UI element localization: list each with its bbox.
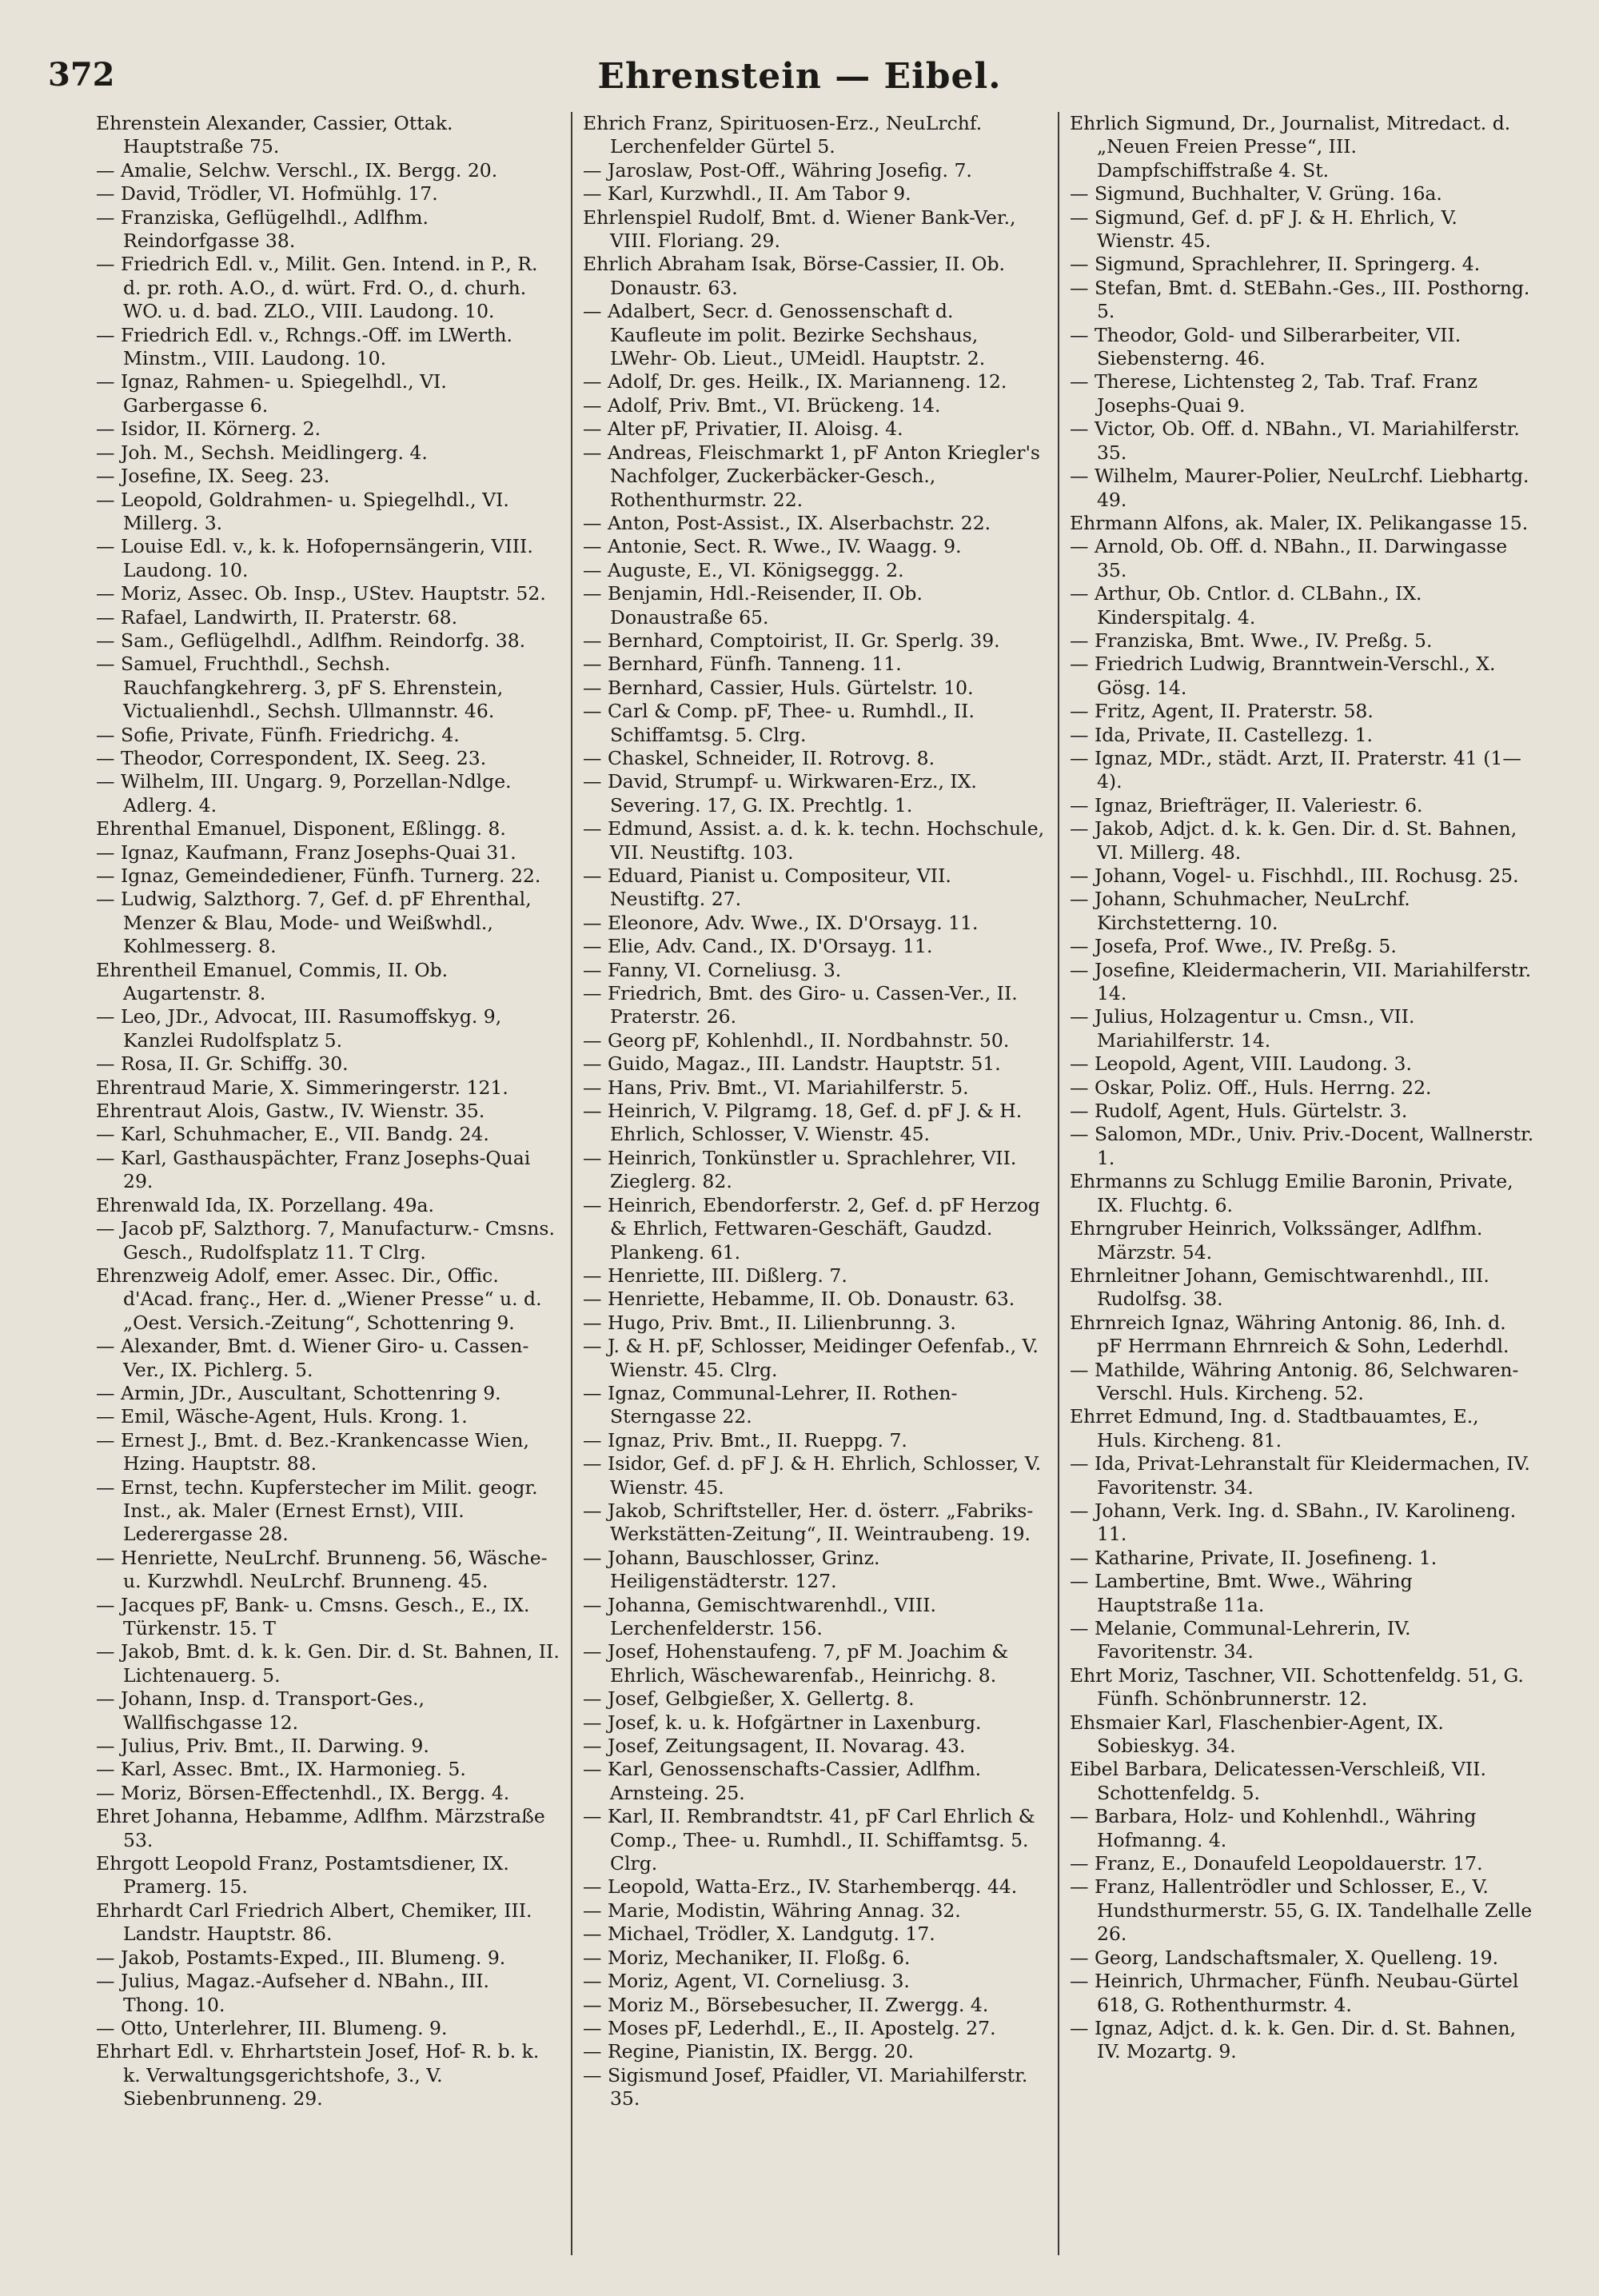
directory-entry: — Franz, Hallentrödler und Schlosser, E., V. Hundsthurmerstr. 55, G. IX. Tandelhalle Zelle 26. — [1069, 1875, 1533, 1946]
directory-entry: — Louise Edl. v., k. k. Hofopernsängerin, VIII. Laudong. 10. — [96, 535, 533, 581]
directory-entry: — Otto, Unterlehrer, III. Blumeng. 9. — [96, 2016, 448, 2039]
directory-entry: — David, Strumpf- u. Wirkwaren-Erz., IX. Severing. 17, G. IX. Prechtlg. 1. — [582, 770, 977, 817]
directory-entry: — Moriz, Agent, VI. Corneliusg. 3. — [582, 1970, 910, 1993]
directory-entry: — Salomon, MDr., Univ. Priv.-Docent, Wallnerstr. 1. — [1069, 1123, 1534, 1169]
directory-entry: — Stefan, Bmt. d. StEBahn.-Ges., III. Posthorng. 5. — [1069, 276, 1530, 323]
directory-entry: — Josefa, Prof. Wwe., IV. Preßg. 5. — [1069, 935, 1397, 958]
directory-entry: — Samuel, Fruchthdl., Sechsh. Rauchfangkehrerg. 3, pF S. Ehrenstein, Victualienhdl., Sechsh. Ullmannstr. 46. — [96, 653, 504, 723]
directory-entry: — Friedrich Ludwig, Branntwein-Verschl., X. Gösg. 14. — [1069, 653, 1496, 699]
directory-entry: Ehrgott Leopold Franz, Postamtsdiener, IX. Pramerg. 15. — [96, 1852, 509, 1899]
directory-entry: — Rafael, Landwirth, II. Praterstr. 68. — [96, 605, 458, 629]
directory-entry: — Eleonore, Adv. Wwe., IX. D'Orsayg. 11. — [582, 911, 979, 934]
directory-entry: — Amalie, Selchw. Verschl., IX. Bergg. 20. — [96, 158, 498, 182]
directory-entry: — Jaroslaw, Post-Off., Währing Josefig. 7. — [582, 158, 972, 182]
directory-entry: — Isidor, Gef. d. pF J. & H. Ehrlich, Schlosser, V. Wienstr. 45. — [582, 1452, 1042, 1499]
directory-entry: — Theodor, Gold- und Silberarbeiter, VII. Siebensterng. 46. — [1069, 323, 1461, 370]
directory-entry: — Regine, Pianistin, IX. Bergg. 20. — [582, 2040, 914, 2063]
directory-entry: — Moriz, Börsen-Effectenhdl., IX. Bergg. 4. — [96, 1781, 510, 1804]
directory-entry: — Melanie, Communal-Lehrerin, IV. Favoritenstr. 34. — [1069, 1617, 1411, 1663]
directory-entry: — Wilhelm, Maurer-Polier, NeuLrchf. Liebhartg. 49. — [1069, 465, 1529, 511]
directory-entry: — Ernst, techn. Kupferstecher im Milit. geogr. Inst., ak. Maler (Ernest Ernst), VIII. Lederergasse 28. — [96, 1475, 538, 1546]
directory-entry: — Leopold, Goldrahmen- u. Spiegelhdl., VI. Millerg. 3. — [96, 488, 509, 534]
directory-entry: — Franz, E., Donaufeld Leopoldauerstr. 17. — [1069, 1852, 1483, 1875]
directory-entry: — Heinrich, Tonkünstler u. Sprachlehrer, VII. Zieglerg. 82. — [582, 1146, 1017, 1193]
directory-entry: — Georg pF, Kohlenhdl., II. Nordbahnstr. 50. — [582, 1028, 1010, 1052]
directory-entry: — Henriette, Hebamme, II. Ob. Donaustr. 63. — [582, 1288, 1015, 1311]
directory-entry: — Arnold, Ob. Off. d. NBahn., II. Darwingasse 35. — [1069, 535, 1508, 581]
directory-entry: — Jakob, Postamts-Exped., III. Blumeng. 9. — [96, 1946, 506, 1969]
directory-entry: — Sigismund Josef, Pfaidler, VI. Mariahilferstr. 35. — [582, 2063, 1028, 2110]
directory-entry: — Bernhard, Cassier, Huls. Gürtelstr. 10. — [582, 676, 974, 699]
column-rule — [1058, 112, 1059, 2255]
directory-entry: — Friedrich, Bmt. des Giro- u. Cassen-Ver., II. Praterstr. 26. — [582, 982, 1018, 1028]
directory-entry: — Sigmund, Buchhalter, V. Grüng. 16a. — [1069, 182, 1442, 206]
directory-entry: — Josef, Gelbgießer, X. Gellertg. 8. — [582, 1687, 915, 1711]
directory-entry: — Sofie, Private, Fünfh. Friedrichg. 4. — [96, 723, 460, 746]
directory-entry: — Franziska, Geflügelhdl., Adlfhm. Reindorfgasse 38. — [96, 206, 429, 253]
directory-entry: — Moriz, Mechaniker, II. Floßg. 6. — [582, 1946, 911, 1969]
directory-entry: — Michael, Trödler, X. Landgutg. 17. — [582, 1923, 935, 1946]
directory-entry: — Anton, Post-Assist., IX. Alserbachstr. 22. — [582, 511, 991, 534]
directory-entry: — Lambertine, Bmt. Wwe., Währing Hauptstraße 11a. — [1069, 1570, 1413, 1616]
directory-entry: Ehrngruber Heinrich, Volkssänger, Adlfhm. Märzstr. 54. — [1069, 1217, 1483, 1264]
directory-entry: — Ignaz, Adjct. d. k. k. Gen. Dir. d. St. Bahnen, IV. Mozartg. 9. — [1069, 2016, 1517, 2063]
directory-entry: — Ernest J., Bmt. d. Bez.-Krankencasse Wien, Hzing. Hauptstr. 88. — [96, 1428, 529, 1475]
directory-entry: — Barbara, Holz- und Kohlenhdl., Währing Hofmanng. 4. — [1069, 1805, 1477, 1851]
directory-entry: — Theodor, Correspondent, IX. Seeg. 23. — [96, 746, 487, 769]
directory-entry: — Jacob pF, Salzthorg. 7, Manufacturw.- Cmsns. Gesch., Rudolfsplatz 11. T Clrg. — [96, 1217, 555, 1264]
directory-entry: — Sigmund, Sprachlehrer, II. Springerg. 4. — [1069, 253, 1481, 276]
directory-entry: — J. & H. pF, Schlosser, Meidinger Oefenfab., V. Wienstr. 45. Clrg. — [582, 1335, 1039, 1381]
directory-entry: — Johann, Insp. d. Transport-Ges., Wallfischgasse 12. — [96, 1687, 425, 1734]
directory-entry: Ehrenthal Emanuel, Disponent, Eßlingg. 8. — [96, 817, 506, 841]
directory-entry: — Bernhard, Comptoirist, II. Gr. Sperlg. 39. — [582, 629, 1000, 652]
directory-entry: — Emil, Wäsche-Agent, Huls. Krong. 1. — [96, 1405, 468, 1428]
directory-entry: — Karl, Genossenschafts-Cassier, Adlfhm. Arnsteing. 25. — [582, 1758, 982, 1804]
directory-entry: — Adolf, Dr. ges. Heilk., IX. Marianneng. 12. — [582, 370, 1007, 393]
directory-entry: — Ignaz, Priv. Bmt., II. Rueppg. 7. — [582, 1428, 907, 1451]
directory-entry: — Heinrich, Ebendorferstr. 2, Gef. d. pF Herzog & Ehrlich, Fettwaren-Geschäft, Gaudzd. Plankeng. 61. — [582, 1193, 1040, 1264]
directory-entry: — Ludwig, Salzthorg. 7, Gef. d. pF Ehrenthal, Menzer & Blau, Mode- und Weißwhdl., Kohlmesserg. 8. — [96, 888, 532, 958]
directory-entry: Ehrret Edmund, Ing. d. Stadtbauamtes, E., Huls. Kircheng. 81. — [1069, 1405, 1479, 1451]
directory-entry: — Katharine, Private, II. Josefineng. 1. — [1069, 1546, 1438, 1569]
directory-entry: — Ignaz, Briefträger, II. Valeriestr. 6. — [1069, 793, 1423, 817]
directory-entry: — Heinrich, V. Pilgramg. 18, Gef. d. pF J. & H. Ehrlich, Schlosser, V. Wienstr. 45. — [582, 1100, 1023, 1146]
column-right — [1063, 112, 1541, 2255]
directory-entry: Ehrenzweig Adolf, emer. Assec. Dir., Offic. d'Acad. franç., Her. d. „Wiener Presse“ u. d. „Oest. Versich.-Zeitung“, Schottenring 9. — [96, 1264, 542, 1334]
directory-entry: — Sigmund, Gef. d. pF J. & H. Ehrlich, V. Wienstr. 45. — [1069, 206, 1457, 253]
directory-entry: — Josefine, Kleidermacherin, VII. Mariahilferstr. 14. — [1069, 958, 1532, 1005]
directory-entry: Ehrlich Abraham Isak, Börse-Cassier, II. Ob. Donaustr. 63. — [582, 253, 1005, 299]
directory-entry: — Henriette, III. Dißlerg. 7. — [582, 1264, 847, 1287]
directory-entry: Ehrmann Alfons, ak. Maler, IX. Pelikangasse 15. — [1069, 511, 1529, 534]
directory-entry: Ehrentraud Marie, X. Simmeringerstr. 121. — [96, 1076, 508, 1099]
directory-entry: Ehsmaier Karl, Flaschenbier-Agent, IX. Sobieskyg. 34. — [1069, 1711, 1444, 1758]
directory-entry: — Therese, Lichtensteg 2, Tab. Traf. Franz Josephs-Quai 9. — [1069, 370, 1478, 417]
directory-entry: — Marie, Modistin, Währing Annag. 32. — [582, 1899, 961, 1922]
directory-entry: — Leo, JDr., Advocat, III. Rasumoffskyg. 9, Kanzlei Rudolfsplatz 5. — [96, 1005, 502, 1052]
directory-entry: — Josef, Hohenstaufeng. 7, pF M. Joachim & Ehrlich, Wäschewarenfab., Heinrichg. 8. — [582, 1640, 1009, 1687]
directory-entry: — Ida, Privat-Lehranstalt für Kleidermachen, IV. Favoritenstr. 34. — [1069, 1452, 1530, 1499]
directory-entry: — Johann, Vogel- u. Fischhdl., III. Rochusg. 25. — [1069, 864, 1519, 887]
directory-entry: — Johann, Verk. Ing. d. SBahn., IV. Karolineng. 11. — [1069, 1499, 1517, 1546]
directory-columns — [90, 112, 1541, 2255]
directory-entry: — Josef, Zeitungsagent, II. Novarag. 43. — [582, 1735, 966, 1758]
directory-entry: — Leopold, Agent, VIII. Laudong. 3. — [1069, 1052, 1412, 1076]
directory-entry: — Rosa, II. Gr. Schiffg. 30. — [96, 1052, 349, 1076]
directory-entry: — Karl, Schuhmacher, E., VII. Bandg. 24. — [96, 1123, 489, 1146]
directory-entry: — Sam., Geflügelhdl., Adlfhm. Reindorfg. 38. — [96, 629, 526, 652]
directory-entry: — Hugo, Priv. Bmt., II. Lilienbrunng. 3. — [582, 1311, 956, 1334]
directory-entry: — Isidor, II. Körnerg. 2. — [96, 417, 321, 441]
directory-entry: — Joh. M., Sechsh. Meidlingerg. 4. — [96, 441, 428, 464]
column-rule — [571, 112, 572, 2255]
directory-entry: — Oskar, Poliz. Off., Huls. Herrng. 22. — [1069, 1076, 1432, 1099]
directory-entry: Ehrhardt Carl Friedrich Albert, Chemiker, III. Landstr. Hauptstr. 86. — [96, 1899, 532, 1946]
directory-entry: — Johann, Bauschlosser, Grinz. Heiligenstädterstr. 127. — [582, 1546, 880, 1593]
directory-entry: — Karl, Kurzwhdl., II. Am Tabor 9. — [582, 182, 911, 206]
directory-entry: — Moses pF, Lederhdl., E., II. Apostelg. 27. — [582, 2016, 996, 2039]
directory-entry: — Josef, k. u. k. Hofgärtner in Laxenburg. — [582, 1711, 982, 1734]
column-left — [90, 112, 567, 2255]
directory-entry: — Henriette, NeuLrchf. Brunneng. 56, Wäsche- u. Kurzwhdl. NeuLrchf. Brunneng. 45. — [96, 1546, 548, 1593]
directory-entry: — Guido, Magaz., III. Landstr. Hauptstr. 51. — [582, 1052, 1001, 1076]
directory-entry: Ehrenwald Ida, IX. Porzellang. 49a. — [96, 1193, 435, 1216]
directory-entry: — Ignaz, Rahmen- u. Spiegelhdl., VI. Garbergasse 6. — [96, 370, 447, 417]
page-header — [48, 56, 1551, 104]
directory-entry: — Fanny, VI. Corneliusg. 3. — [582, 958, 842, 981]
directory-entry: — Jakob, Bmt. d. k. k. Gen. Dir. d. St. Bahnen, II. Lichtenauerg. 5. — [96, 1640, 560, 1687]
directory-entry: — Julius, Holzagentur u. Cmsn., VII. Mariahilferstr. 14. — [1069, 1005, 1415, 1052]
directory-entry: Ehrnreich Ignaz, Währing Antonig. 86, Inh. d. pF Herrmann Ehrnreich & Sohn, Lederhdl. — [1069, 1311, 1509, 1358]
directory-entry: — Victor, Ob. Off. d. NBahn., VI. Mariahilferstr. 35. — [1069, 417, 1520, 464]
directory-entry: Ehrnleitner Johann, Gemischtwarenhdl., III. Rudolfsg. 38. — [1069, 1264, 1489, 1311]
directory-entry: — Franziska, Bmt. Wwe., IV. Preßg. 5. — [1069, 629, 1433, 652]
directory-entry: Eibel Barbara, Delicatessen-Verschleiß, VII. Schottenfeldg. 5. — [1069, 1758, 1486, 1804]
directory-entry: — Heinrich, Uhrmacher, Fünfh. Neubau-Gürtel 618, G. Rothenthurmstr. 4. — [1069, 1970, 1519, 2016]
directory-entry: — Mathilde, Währing Antonig. 86, Selchwaren-Verschl. Huls. Kircheng. 52. — [1069, 1358, 1519, 1404]
directory-entry: — Karl, Gasthauspächter, Franz Josephs-Quai 29. — [96, 1146, 531, 1193]
directory-entry: — Edmund, Assist. a. d. k. k. techn. Hochschule, VII. Neustiftg. 103. — [582, 817, 1045, 864]
directory-entry: — Wilhelm, III. Ungarg. 9, Porzellan-Ndlge. Adlerg. 4. — [96, 770, 512, 817]
directory-entry: — Auguste, E., VI. Königseggg. 2. — [582, 558, 904, 581]
directory-entry: — Ignaz, MDr., städt. Arzt, II. Praterstr. 41 (1—4). — [1069, 746, 1521, 793]
directory-entry: — Jakob, Adjct. d. k. k. Gen. Dir. d. St. Bahnen, VI. Millerg. 48. — [1069, 817, 1517, 864]
directory-entry: — Armin, JDr., Auscultant, Schottenring 9. — [96, 1381, 501, 1404]
directory-entry: — Ida, Private, II. Castellezg. 1. — [1069, 723, 1373, 746]
directory-entry: Ehrenstein Alexander, Cassier, Ottak. Hauptstraße 75. — [96, 112, 453, 158]
directory-entry: Ehret Johanna, Hebamme, Adlfhm. Märzstraße 53. — [96, 1805, 545, 1851]
directory-entry: — Josefine, IX. Seeg. 23. — [96, 465, 330, 488]
directory-entry: — Andreas, Fleischmarkt 1, pF Anton Kriegler's Nachfolger, Zuckerbäcker-Gesch., Rothenthurmstr. 22. — [582, 441, 1040, 511]
directory-entry: — Moriz M., Börsebesucher, II. Zwergg. 4. — [582, 1993, 989, 2016]
page-title: Ehrenstein — Eibel. — [597, 56, 1002, 97]
directory-entry: — Eduard, Pianist u. Compositeur, VII. Neustiftg. 27. — [582, 864, 951, 911]
directory-entry: — Alexander, Bmt. d. Wiener Giro- u. Cassen-Ver., IX. Pichlerg. 5. — [96, 1335, 529, 1381]
directory-entry: — Julius, Priv. Bmt., II. Darwing. 9. — [96, 1735, 429, 1758]
directory-entry: — Antonie, Sect. R. Wwe., IV. Waagg. 9. — [582, 535, 962, 558]
directory-entry: Ehrt Moriz, Taschner, VII. Schottenfeldg. 51, G. Fünfh. Schönbrunnerstr. 12. — [1069, 1663, 1524, 1711]
directory-entry: — Rudolf, Agent, Huls. Gürtelstr. 3. — [1069, 1100, 1408, 1123]
page-number: 372 — [48, 56, 115, 94]
directory-entry: Ehrentraut Alois, Gastw., IV. Wienstr. 35. — [96, 1100, 485, 1123]
directory-entry: — Karl, II. Rembrandtstr. 41, pF Carl Ehrlich & Comp., Thee- u. Rumhdl., II. Schiffamtsg. 5. Clrg. — [582, 1805, 1035, 1875]
directory-entry: — Adalbert, Secr. d. Genossenschaft d. Kaufleute im polit. Bezirke Sechshaus, LWehr- Ob. Lieut., UMeidl. Hauptstr. 2. — [582, 300, 986, 370]
column-middle — [576, 112, 1054, 2255]
directory-entry: — Ignaz, Kaufmann, Franz Josephs-Quai 31. — [96, 841, 516, 864]
directory-entry: — Karl, Assec. Bmt., IX. Harmonieg. 5. — [96, 1758, 466, 1781]
directory-entry: — Jacques pF, Bank- u. Cmsns. Gesch., E., IX. Türkenstr. 15. T — [96, 1593, 530, 1639]
directory-entry: — Hans, Priv. Bmt., VI. Mariahilferstr. 5. — [582, 1076, 969, 1099]
directory-entry: — Jakob, Schriftsteller, Her. d. österr. „Fabriks-Werkstätten-Zeitung“, II. Weintraubeng. 19. — [582, 1499, 1034, 1546]
directory-entry: Ehrlich Sigmund, Dr., Journalist, Mitredact. d. „Neuen Freien Presse“, III. Dampfschiffstraße 4. St. — [1069, 112, 1511, 182]
directory-entry: Ehrich Franz, Spirituosen-Erz., NeuLrchf. Lerchenfelder Gürtel 5. — [582, 112, 983, 158]
directory-entry: — Ignaz, Gemeindediener, Fünfh. Turnerg. 22. — [96, 864, 541, 887]
directory-entry: — Chaskel, Schneider, II. Rotrovg. 8. — [582, 746, 935, 769]
directory-entry: Ehrlenspiel Rudolf, Bmt. d. Wiener Bank-Ver., VIII. Floriang. 29. — [582, 206, 1016, 253]
directory-entry: — Alter pF, Privatier, II. Aloisg. 4. — [582, 417, 903, 441]
directory-entry: — Bernhard, Fünfh. Tanneng. 11. — [582, 653, 902, 676]
directory-entry: — Johann, Schuhmacher, NeuLrchf. Kirchstetterng. 10. — [1069, 888, 1410, 934]
directory-entry: — David, Trödler, VI. Hofmühlg. 17. — [96, 182, 438, 206]
directory-entry: — Arthur, Ob. Cntlor. d. CLBahn., IX. Kinderspitalg. 4. — [1069, 582, 1422, 629]
directory-entry: Ehrhart Edl. v. Ehrhartstein Josef, Hof- R. b. k. k. Verwaltungsgerichtshofe, 3., V. Siebenbrunneng. 29. — [96, 2040, 540, 2110]
directory-entry: — Johanna, Gemischtwarenhdl., VIII. Lerchenfelderstr. 156. — [582, 1593, 936, 1639]
directory-entry: — Julius, Magaz.-Aufseher d. NBahn., III. Thong. 10. — [96, 1970, 489, 2016]
directory-entry: — Friedrich Edl. v., Milit. Gen. Intend. in P., R. d. pr. roth. A.O., d. würt. Frd. O., d. churh. WO. u. d. bad. ZLO., VIII. Laudong. 10. — [96, 253, 538, 323]
directory-entry: — Ignaz, Communal-Lehrer, II. Rothen-Sterngasse 22. — [582, 1381, 958, 1428]
directory-entry: — Benjamin, Hdl.-Reisender, II. Ob. Donaustraße 65. — [582, 582, 923, 629]
directory-entry: — Elie, Adv. Cand., IX. D'Orsayg. 11. — [582, 935, 933, 958]
directory-entry: — Moriz, Assec. Ob. Insp., UStev. Hauptstr. 52. — [96, 582, 546, 605]
directory-entry: — Carl & Comp. pF, Thee- u. Rumhdl., II. Schiffamtsg. 5. Clrg. — [582, 700, 975, 746]
directory-entry: — Adolf, Priv. Bmt., VI. Brückeng. 14. — [582, 393, 941, 417]
directory-entry: — Friedrich Edl. v., Rchngs.-Off. im LWerth. Minstm., VIII. Laudong. 10. — [96, 323, 513, 370]
directory-entry: Ehrentheil Emanuel, Commis, II. Ob. Augartenstr. 8. — [96, 958, 449, 1005]
directory-entry: — Fritz, Agent, II. Praterstr. 58. — [1069, 700, 1374, 723]
directory-entry: Ehrmanns zu Schlugg Emilie Baronin, Private, IX. Fluchtg. 6. — [1069, 1170, 1513, 1216]
directory-entry: — Leopold, Watta-Erz., IV. Starhemberqg. 44. — [582, 1875, 1018, 1899]
directory-entry: — Georg, Landschaftsmaler, X. Quelleng. 19. — [1069, 1946, 1499, 1969]
